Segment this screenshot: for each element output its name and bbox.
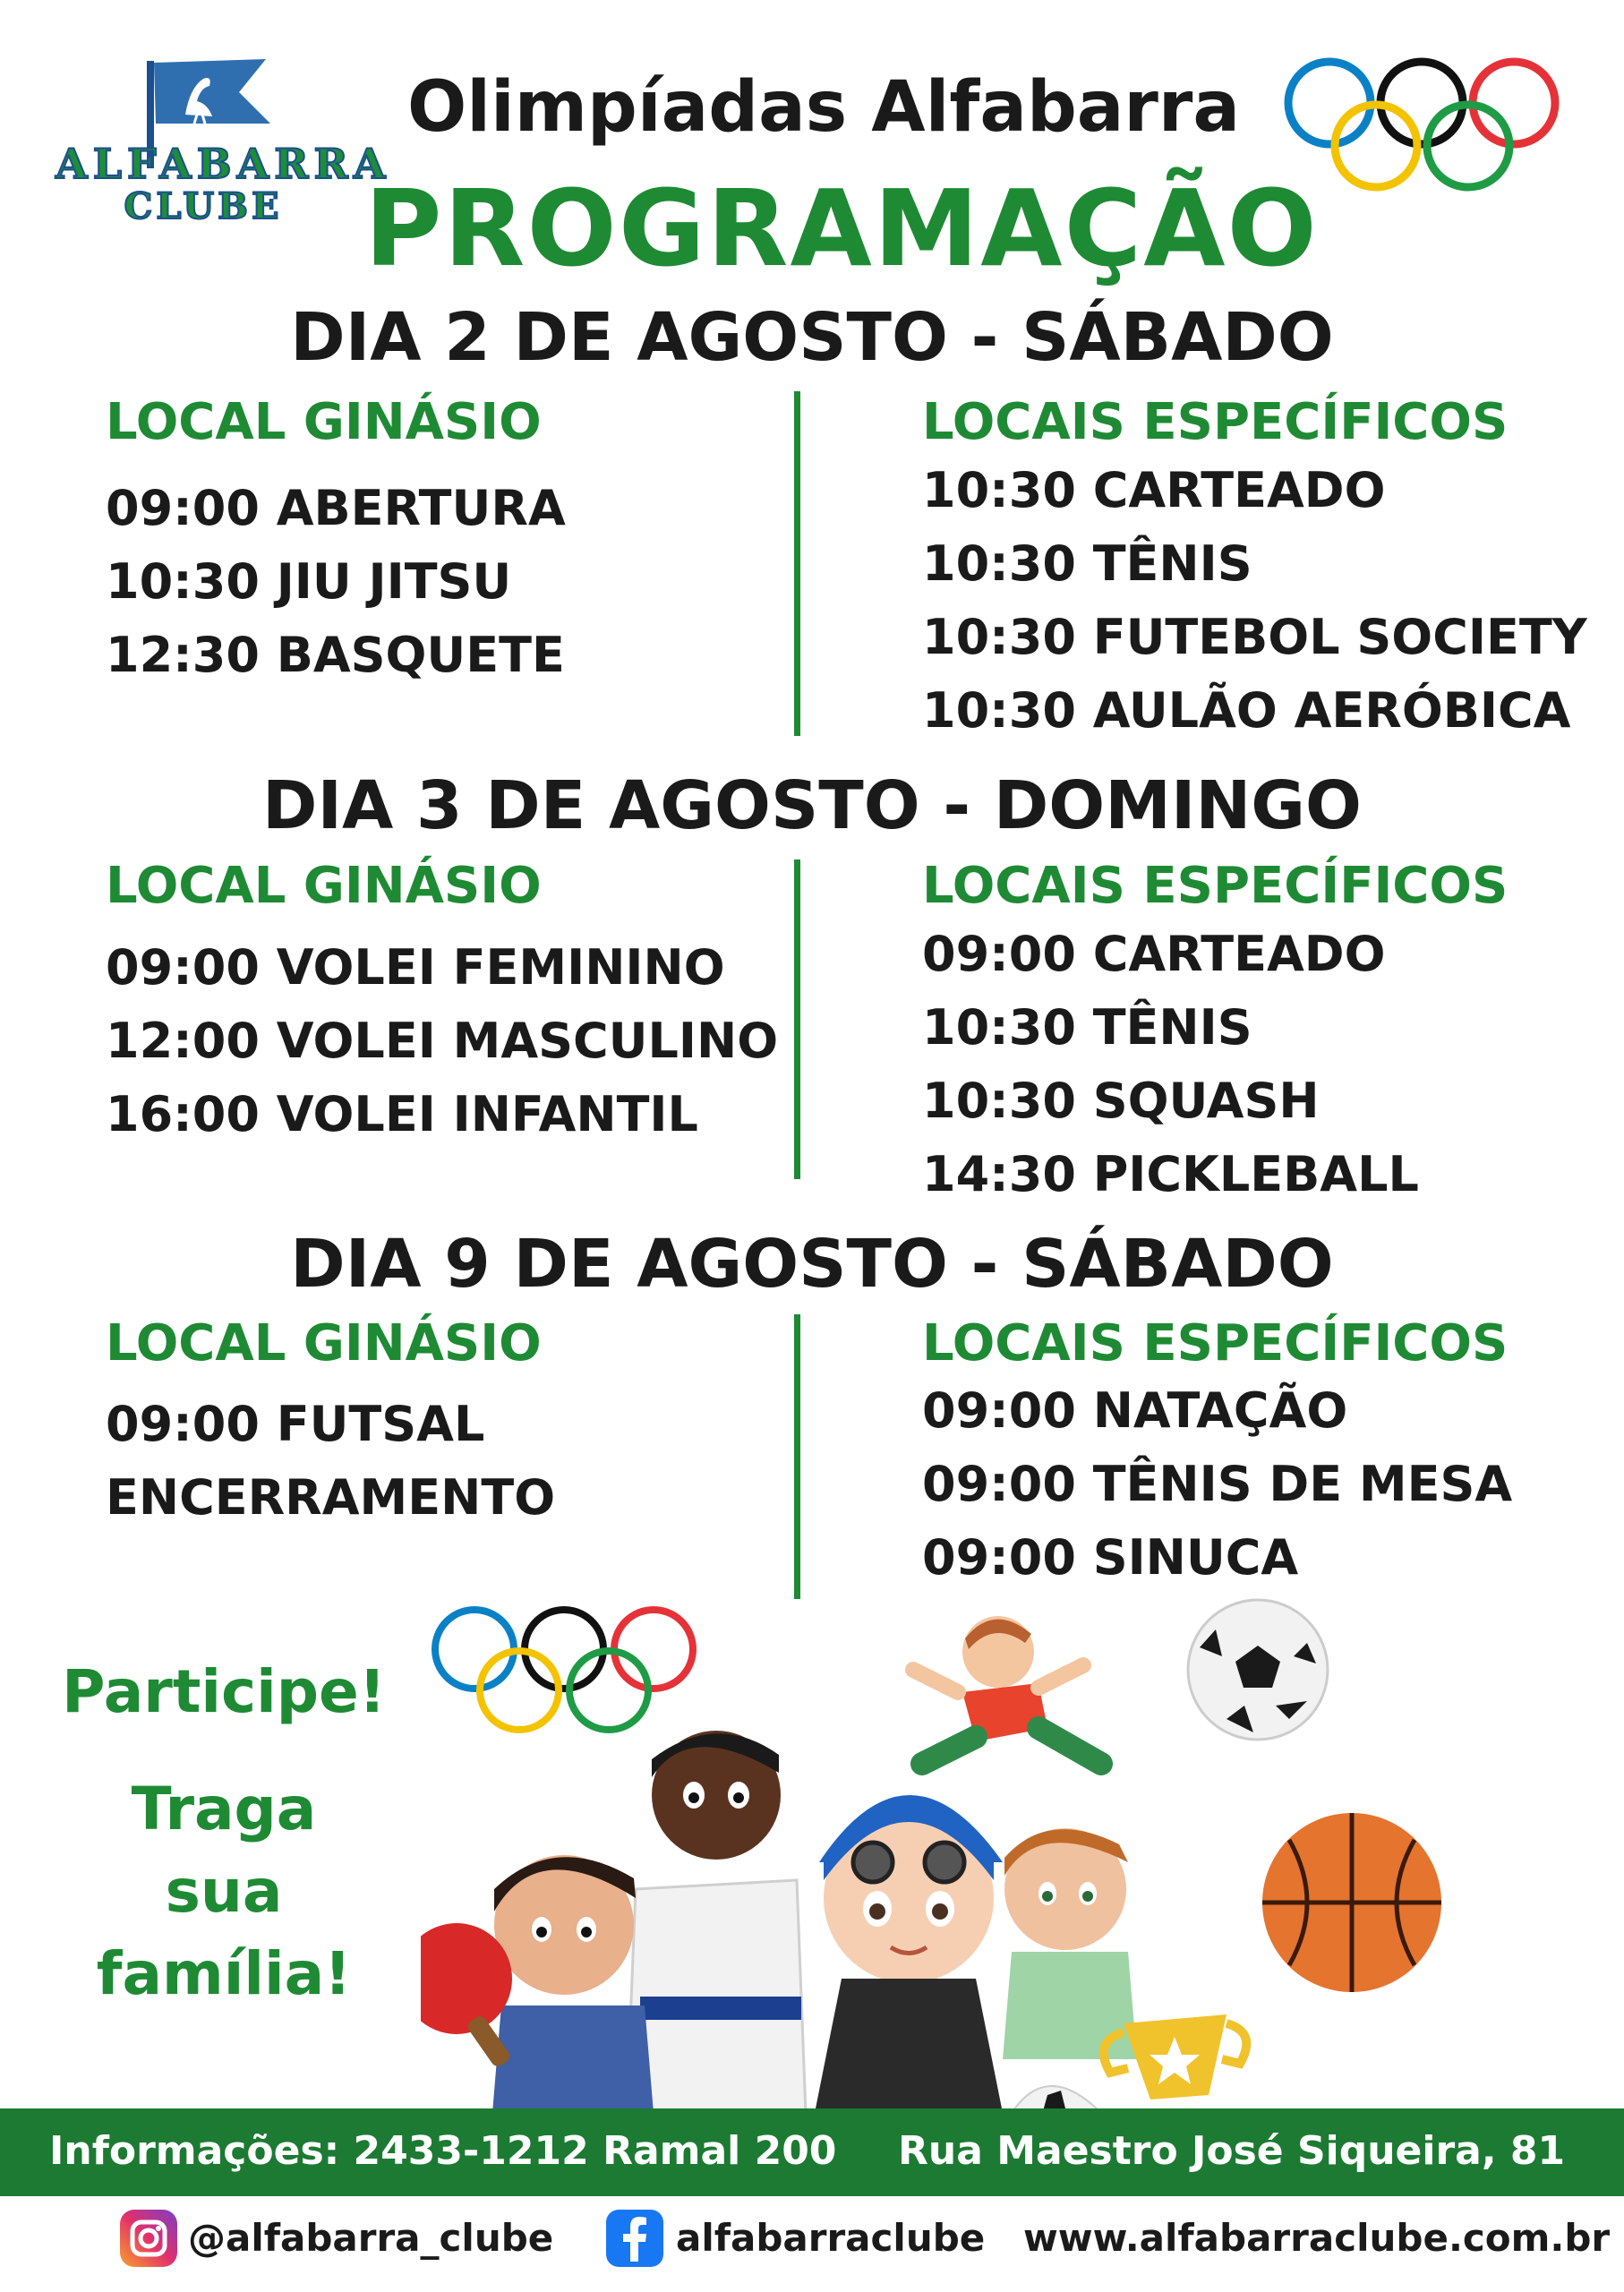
schedule-item: 09:00 NATAÇÃO [922,1382,1348,1439]
promo-line: sua [165,1857,283,1926]
olympic-rings-icon [435,1610,693,1730]
schedule-item: 10:30 TÊNIS [922,999,1252,1056]
schedule-item: 16:00 VOLEI INFANTIL [106,1086,698,1142]
schedule-item: 10:30 FUTEBOL SOCIETY [922,609,1587,665]
event-title: Olimpíadas Alfabarra [406,67,1241,148]
right-heading: LOCAIS ESPECÍFICOS [922,857,1509,915]
website-link[interactable]: www.alfabarraclube.com.br [1023,2216,1611,2260]
schedule-item: 10:30 AULÃO AERÓBICA [922,682,1571,739]
schedule-item: 10:30 TÊNIS [922,535,1252,592]
table-tennis-kid-figure [421,1855,654,2113]
promo-line: família! [96,1939,352,2008]
schedule-item: 12:30 BASQUETE [106,627,565,683]
promo-traga-sua-familia [49,1768,398,2015]
promo-participe: Participe! [62,1657,386,1726]
schedule-item: ENCERRAMENTO [106,1469,556,1526]
schedule-item: 10:30 CARTEADO [922,462,1386,518]
left-heading: LOCAL GINÁSIO [106,857,542,915]
column-divider [794,860,800,1179]
basketball-icon [1262,1813,1441,1992]
schedule-item: 10:30 SQUASH [922,1073,1320,1129]
left-heading: LOCAL GINÁSIO [106,393,542,451]
running-kid-figure [913,1616,1101,1764]
schedule-item: 09:00 TÊNIS DE MESA [922,1456,1513,1512]
boy-figure [1003,1828,1137,2059]
facebook-icon [606,2210,663,2267]
schedule-item: 09:00 ABERTURA [106,480,566,536]
judo-kid-figure [627,1731,806,2113]
schedule-item: 10:30 JIU JITSU [106,553,512,610]
kids-sports-illustration [421,1594,1477,2113]
schedule-item: 14:30 PICKLEBALL [922,1146,1419,1202]
soccer-ball-icon [1188,1600,1328,1740]
instagram-handle[interactable]: @alfabarra_clube [188,2216,554,2260]
club-address: Rua Maestro José Siqueira, 81 [898,2128,1566,2174]
swimmer-girl-figure [815,1795,1003,2113]
left-heading: LOCAL GINÁSIO [106,1314,542,1373]
instagram-icon [120,2210,177,2267]
promo-line: Traga [131,1775,317,1843]
olympic-rings-icon [1276,54,1571,197]
program-title: PROGRAMAÇÃO [364,167,1319,290]
column-divider [794,391,800,736]
day-title: DIA 2 DE AGOSTO - SÁBADO [290,299,1334,376]
right-heading: LOCAIS ESPECÍFICOS [922,1314,1509,1373]
schedule-item: 12:00 VOLEI MASCULINO [106,1013,779,1069]
right-heading: LOCAIS ESPECÍFICOS [922,393,1509,451]
logo-text-alfabarra: ALFABARRA [56,140,391,188]
day-title: DIA 3 DE AGOSTO - DOMINGO [262,767,1362,844]
schedule-item: 09:00 VOLEI FEMININO [106,939,725,996]
facebook-handle[interactable]: alfabarraclube [676,2216,986,2260]
schedule-item: 09:00 CARTEADO [922,926,1386,982]
day-title: DIA 9 DE AGOSTO - SÁBADO [290,1226,1334,1303]
schedule-item: 09:00 SINUCA [922,1529,1299,1586]
contact-phone: Informações: 2433-1212 Ramal 200 [49,2128,837,2174]
column-divider [794,1314,800,1599]
schedule-item: 09:00 FUTSAL [106,1396,485,1452]
logo-text-clube: CLUBE [124,185,283,227]
